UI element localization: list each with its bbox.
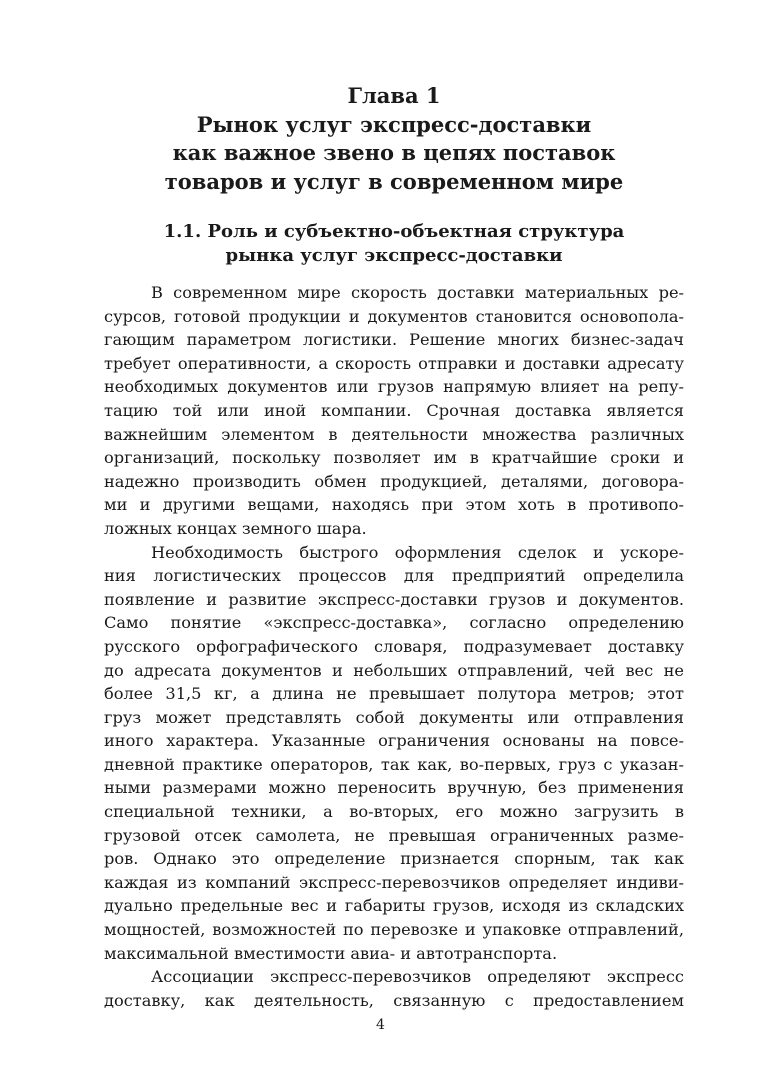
chapter-heading-line: Глава 1 [347, 83, 441, 108]
text-line: груз может представлять собой документы или отправления [104, 707, 684, 727]
paragraph [104, 541, 684, 966]
paragraph [104, 965, 684, 1012]
text-line: более 31,5 кг, а длина не превышает полутора метров; этот [104, 684, 684, 704]
text-line: Само понятие «экспресс-доставка», согласно определению [104, 613, 684, 633]
text-line: появление и развитие экспресс-доставки грузов и документов. [104, 589, 684, 609]
text-line: специальной техники, а во-вторых, его можно загрузить в [104, 802, 684, 822]
section-heading [104, 220, 684, 268]
section-heading-line: 1.1. Роль и субъектно-объектная структура [163, 221, 625, 242]
text-line: мощностей, возможностей по перевозке и упаковке отправлений, [104, 920, 684, 940]
text-line: важнейшим элементом в деятельности множества различных [104, 424, 684, 444]
text-line: необходимых документов или грузов напрямую влияет на репу- [104, 377, 684, 397]
text-line: максимальной вместимости авиа- и автотранспорта. [104, 943, 558, 963]
chapter-heading-line: товаров и услуг в современном мире [164, 168, 624, 194]
text-line: ния логистических процессов для предприятий определила [104, 566, 684, 586]
chapter-heading-line: Рынок услуг экспресс-доставки [196, 111, 592, 137]
text-line: русского орфографического словаря, подразумевает доставку [104, 636, 684, 656]
page-number: 4 [376, 1017, 385, 1033]
text-line: Необходимость быстрого оформления сделок и ускоре- [151, 542, 684, 562]
text-line: каждая из компаний экспресс-перевозчиков определяет индиви- [104, 872, 684, 892]
text-line: сурсов, готовой продукции и документов становится основопола- [104, 306, 684, 326]
text-line: иного характера. Указанные ограничения основаны на повсе- [104, 731, 684, 751]
paragraph [104, 281, 684, 541]
text-line: ров. Однако это определение признается спорным, так как [104, 849, 684, 869]
text-line: требует оперативности, а скорость отправки и доставки адресату [104, 353, 684, 373]
text-line: ми и другими вещами, находясь при этом хоть в противопо- [104, 495, 684, 515]
text-line: до адресата документов и небольших отправлений, чей вес не [104, 660, 684, 680]
text-line: Ассоциации экспресс-перевозчиков определяют экспресс [151, 967, 684, 987]
document-page [104, 82, 684, 1012]
text-line: дневной практике операторов, так как, во-первых, груз с указан- [104, 754, 684, 774]
chapter-heading [104, 82, 684, 196]
text-line: В современном мире скорость доставки материальных ре- [151, 283, 684, 302]
text-line: ложных концах земного шара. [104, 518, 367, 538]
text-line: дуально предельные вес и габариты грузов, исходя из складских [104, 896, 684, 916]
chapter-heading-line: как важное звено в цепях поставок [172, 140, 616, 165]
text-line: надежно производить обмен продукцией, деталями, договора- [104, 471, 684, 491]
text-line: гающим параметром логистики. Решение многих бизнес-задач [104, 330, 684, 350]
text-line: тацию той или иной компании. Срочная доставка является [104, 400, 684, 420]
text-line: грузовой отсек самолета, не превышая ограниченных разме- [104, 825, 684, 845]
text-line: ными размерами можно переносить вручную, без применения [104, 778, 684, 798]
text-line: доставку, как деятельность, связанную с предоставлением [104, 990, 684, 1010]
section-heading-line: рынка услуг экспресс-доставки [225, 245, 563, 266]
text-line: организаций, поскольку позволяет им в кратчайшие сроки и [104, 448, 684, 468]
